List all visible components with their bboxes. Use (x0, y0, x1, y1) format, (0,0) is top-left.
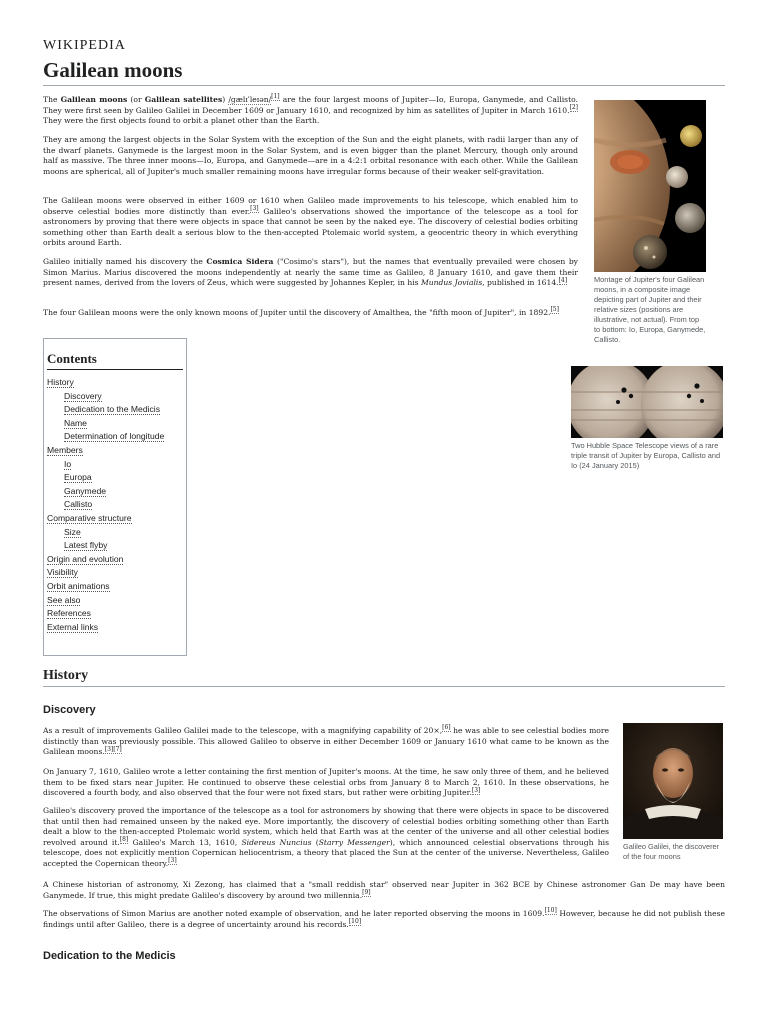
toc-item-label: History (47, 377, 74, 387)
toc-item-label: Discovery (64, 390, 102, 401)
figure-caption: Two Hubble Space Telescope views of a rare triple transit of Jupiter by Europa, Callisto and Io (24 January 2015) (571, 441, 721, 470)
toc-item-label: References (47, 608, 91, 619)
intro-paragraph-2: They are among the largest objects in the Solar System with the exception of the Sun and the eight planets, with radii larger than any of the dwarf planets. Ganymede is the largest moon in the Solar System, and is even bigger than the planet Mercury, though only around half as massive. The three inner moons—Io, Europa, and Ganymede—are in a 4:2:1 orbital resonance with each other. While the Galilean moons are spherical, all of Jupiter's much smaller remaining moons have irregular forms because of their weaker self-gravitation. (43, 135, 578, 176)
toc-item-label: Dedication to the Medicis (64, 404, 161, 415)
citation-link[interactable]: [10] (544, 907, 557, 915)
bold-term: Galilean moons (60, 95, 128, 104)
figure-triple-transit (571, 366, 723, 471)
toc-list (47, 376, 183, 634)
toc-item-label: Determination of longitude (64, 431, 165, 442)
toc-item-label: Comparative structure (47, 512, 132, 523)
citation-link[interactable]: [10] (348, 918, 362, 926)
toc-item[interactable] (47, 376, 183, 390)
discovery-paragraph-1: As a result of improvements Galileo Galilei made to the telescope, with a magnifying capability of 20×,[6] he was able to see celestial bodies more distinctly than was previously possible. This allowed Galileo to observe in either December 1609 or January 1610 what came to be known as the Galilean moons.[3][7] (43, 724, 609, 757)
figure-caption: Galileo Galilei, the discoverer of the four moons (623, 842, 720, 861)
subsection-heading-discovery: Discovery (43, 704, 96, 716)
citation-link[interactable]: [9] (362, 889, 371, 897)
toc-item[interactable] (47, 566, 183, 580)
toc-item[interactable] (47, 553, 183, 567)
galilean-montage-image[interactable] (594, 100, 706, 272)
discovery-paragraph-5: The observations of Simon Marius are another noted example of observation, and he later reported observing the moons in 1609.[10] However, because he did not publish these findings until after Galileo, there is a degree of uncertainty around his records.[10] (43, 907, 725, 929)
toc-item[interactable] (47, 594, 183, 608)
toc-item-label: External links (47, 621, 99, 632)
discovery-paragraph-3: Galileo's discovery proved the importance of the telescope as a tool for astronomers by showing that there were objects in space to be discovered that until then had remained unseen by the naked eye. More importantly, the discovery of celestial bodies orbiting something other than Earth dealt a blow to the then-accepted Ptolemaic world system, which held that Earth was at the center of the universe and all other celestial bodies revolved around it.[8] Galileo's March 13, 1610, Sidereus Nuncius (Starry Messenger), which announced celestial observations through his telescope, does not explicitly mention Copernican heliocentrism, a theory that placed the Sun at the center of the universe. Nevertheless, Galileo accepted the Copernican theory.[3] (43, 806, 609, 868)
citation-link[interactable]: [1] (271, 93, 280, 101)
toc-item[interactable] (47, 580, 183, 594)
citation-link[interactable]: [8] (119, 836, 129, 844)
section-divider (43, 686, 725, 687)
toc-item[interactable] (47, 417, 183, 431)
intro-paragraph-1: The Galilean moons (or Galilean satellites) /ɡælɪˈleɪən/[1] are the four largest moons of Jupiter—Io, Europa, Ganymede, and Callisto. They were first seen by Galileo Galilei in December 1609 or January 1610, and recognized by him as satellites of Jupiter in March 1610.[2] They were the first objects found to orbit a planet other than the Earth. (43, 93, 578, 126)
toc-item[interactable] (47, 403, 183, 417)
discovery-paragraph-4: A Chinese historian of astronomy, Xi Zezong, has claimed that a "small reddish star" observed near Jupiter in 362 BCE by Chinese astronomer Gan De may have been Ganymede. If true, this might predate Galileo's discovery by around two millennia.[9] (43, 880, 725, 900)
citation-link[interactable]: [3][7] (104, 745, 122, 753)
toc-item[interactable] (47, 498, 183, 512)
toc-item-label: Size (64, 526, 81, 537)
intro-paragraph-4: Galileo initially named his discovery the Cosmica Sidera ("Cosimo's stars"), but the names that eventually prevailed were chosen by Simon Marius. Marius discovered the moons independently at nearly the same time as Galileo, 8 January 1610, and gave them their present names, derived from the lovers of Zeus, which were suggested by Johannes Kepler, in his Mundus Jovialis, published in 1614.[4] (43, 257, 578, 288)
section-heading-history: History (43, 668, 89, 683)
title-divider (43, 85, 725, 86)
toc-item[interactable] (47, 444, 183, 458)
toc-item[interactable] (47, 485, 183, 499)
toc-item[interactable] (47, 621, 183, 635)
subsection-heading-dedication: Dedication to the Medicis (43, 950, 176, 962)
figure-caption: Montage of Jupiter's four Galilean moons, in a composite image depicting part of Jupiter and their relative sizes (positions are illustrative, not actual). From top to bottom: Io, Europa, Ganymede, Callisto. (594, 275, 706, 344)
bold-term: Cosmica Sidera (206, 257, 274, 266)
citation-link[interactable]: [3] (168, 857, 177, 865)
toc-title: Contents (47, 351, 183, 370)
table-of-contents (43, 338, 187, 656)
toc-item-label: Ganymede (64, 485, 107, 496)
toc-item-label: Callisto (64, 499, 93, 510)
intro-paragraph-3: The Galilean moons were observed in either 1609 or 1610 when Galileo made improvements to his telescope, which enabled him to observe celestial bodies more distinctly than ever.[3] Galileo's observations showed the importance of the telescope as a tool for astronomers by proving that there were objects in space that cannot be seen by the naked eye. The discovery of celestial bodies orbiting something other than Earth dealt a serious blow to the then-accepted Ptolemaic world system, a geocentric theory in which everything orbits around Earth. (43, 196, 578, 248)
wikipedia-wordmark[interactable]: WIKIPEDIA (43, 38, 126, 53)
citation-link[interactable]: [2] (569, 104, 578, 112)
figure-galilean-montage (594, 100, 706, 345)
toc-item[interactable] (47, 390, 183, 404)
bold-term: Galilean satellites (144, 95, 223, 104)
toc-item[interactable] (47, 539, 183, 553)
toc-item[interactable] (47, 458, 183, 472)
toc-item-label: Visibility (47, 567, 78, 578)
page-title: Galilean moons (43, 58, 183, 82)
citation-link[interactable]: [5] (550, 306, 559, 314)
toc-item-label: Europa (64, 472, 92, 483)
toc-item[interactable] (47, 607, 183, 621)
triple-transit-image[interactable] (571, 366, 723, 438)
toc-item-label: Origin and evolution (47, 553, 124, 564)
citation-link[interactable]: [6] (442, 724, 451, 732)
toc-item-label: Name (64, 417, 87, 428)
toc-item-label: Latest flyby (64, 540, 108, 551)
toc-item[interactable] (47, 471, 183, 485)
toc-item-label: Members (47, 444, 83, 455)
citation-link[interactable]: [4] (558, 276, 568, 284)
toc-item[interactable] (47, 512, 183, 526)
toc-item-label: Io (64, 458, 72, 469)
citation-link[interactable]: [3] (471, 786, 481, 794)
toc-item[interactable] (47, 430, 183, 444)
discovery-paragraph-2: On January 7, 1610, Galileo wrote a letter containing the first mention of Jupiter's moons. At the time, he saw only three of them, and he believed them to be fixed stars near Jupiter. He continued to observe these celestial orbs from January 8 to March 2, 1610. In these observations, he discovered a fourth body, and also observed that the four were not fixed stars, but rather were orbiting Jupiter.[3] (43, 767, 609, 798)
intro-paragraph-5: The four Galilean moons were the only known moons of Jupiter until the discovery of Amalthea, the "fifth moon of Jupiter", in 1892.[5] (43, 306, 559, 317)
figure-galileo-portrait (623, 723, 723, 862)
galileo-portrait-image[interactable] (623, 723, 723, 839)
toc-item-label: Orbit animations (47, 580, 110, 591)
citation-link[interactable]: [3] (250, 205, 259, 213)
toc-item-label: See also (47, 594, 81, 605)
pronunciation-link[interactable]: /ɡælɪˈleɪən/ (228, 95, 272, 104)
toc-item[interactable] (47, 526, 183, 540)
